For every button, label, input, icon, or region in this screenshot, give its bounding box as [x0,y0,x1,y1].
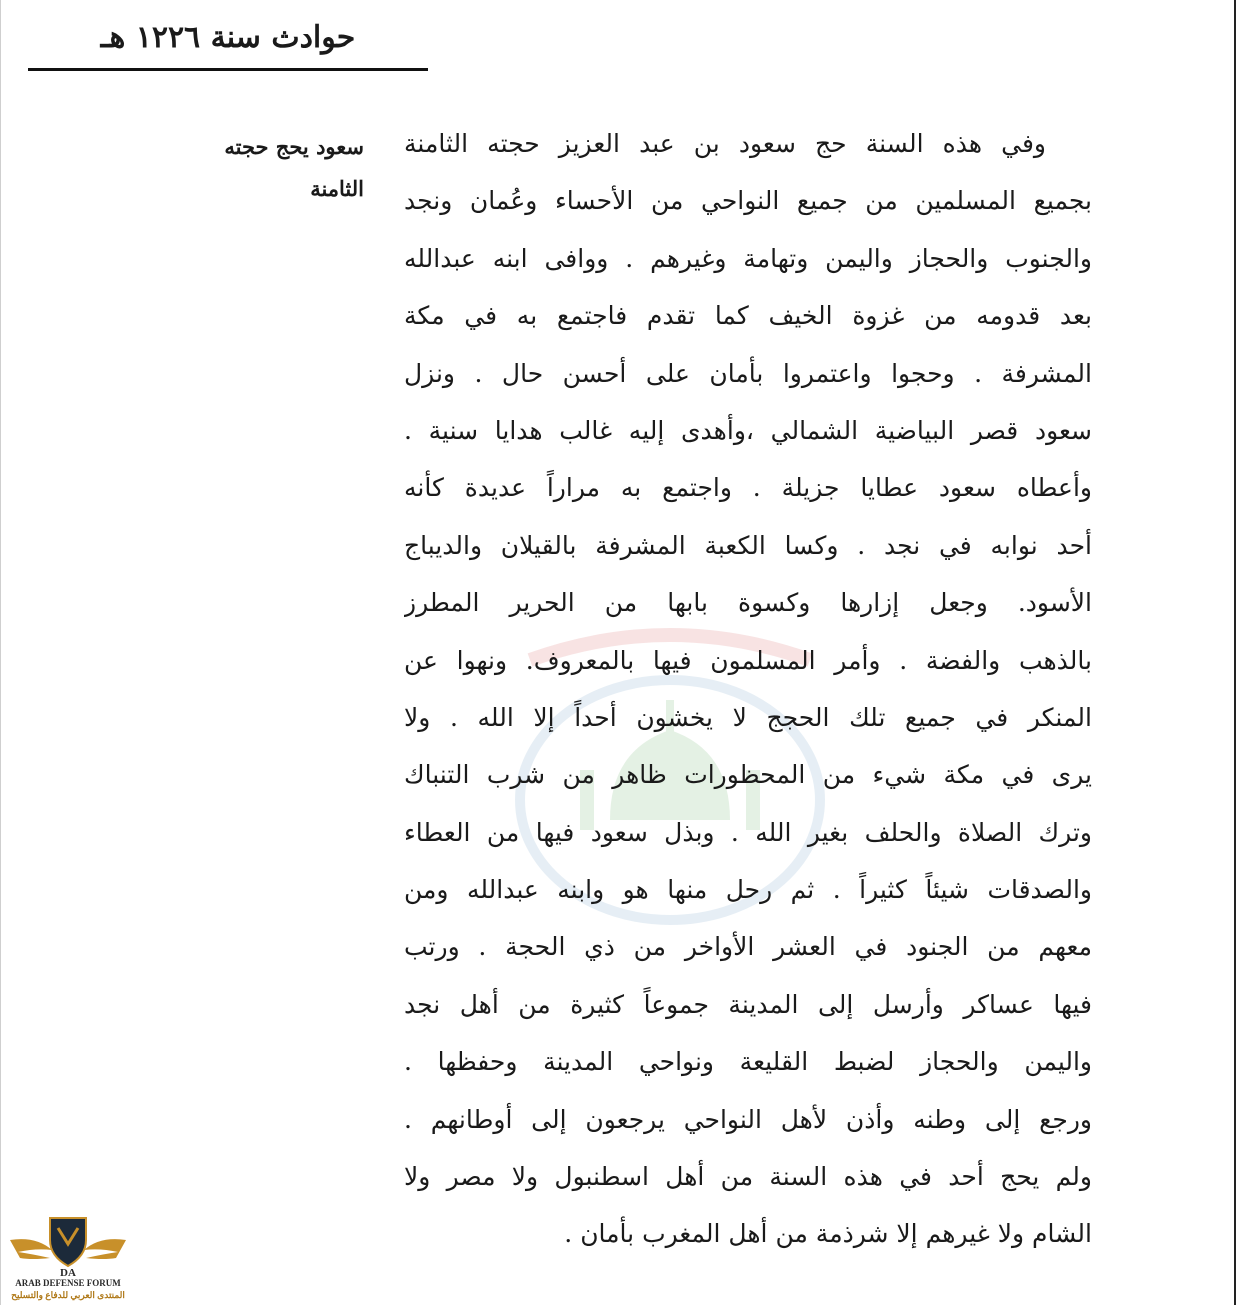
forum-logo [6,1210,130,1302]
body-line: سعود قصر البياضية الشمالي ،وأهدى إليه غالب هدايا سنية . [404,415,1092,445]
body-line: وترك الصلاة والحلف بغير الله . وبذل سعود فيها من العطاء [404,817,1092,847]
body-line: والجنوب والحجاز واليمن وتهامة وغيرهم . ووافى ابنه عبدالله [404,243,1092,273]
body-line: المشرفة . وحجوا واعتمروا بأمان على أحسن حال . ونزل [404,358,1092,388]
body-line: الشام ولا غيرهم إلا شرذمة من أهل المغرب بأمان . [564,1219,1092,1249]
margin-note-line: سعود يحج حجته [224,134,364,159]
body-line: ورجع إلى وطنه وأذن لأهل النواحي يرجعون إلى أوطانهم . [404,1104,1092,1134]
body-line: معهم من الجنود في العشر الأواخر من ذي الحجة . ورتب [404,932,1092,962]
logo-caption-english: ARAB DEFENSE FORUM [15,1278,121,1288]
body-text [404,115,1092,1263]
body-line: والصدقات شيئاً كثيراً . ثم رحل منها هو وابنه عبدالله ومن [404,875,1092,905]
body-line: وفي هذه السنة حج سعود بن عبد العزيز حجته الثامنة [404,129,1046,158]
body-line: أحد نوابه في نجد . وكسا الكعبة المشرفة بالقيلان والديباج [404,530,1092,560]
shield-wings-logo-icon [6,1210,130,1276]
body-line: بعد قدومه من غزوة الخيف كما تقدم فاجتمع به في مكة [404,301,1092,331]
body-line: ولم يحج أحد في هذه السنة من أهل اسطنبول ولا مصر ولا [404,1162,1092,1192]
body-line: بجميع المسلمين من جميع النواحي من الأحساء وعُمان ونجد [404,186,1092,216]
body-line: يرى في مكة شيء من المحظورات ظاهر من شرب التنباك [404,760,1092,790]
body-line: المنكر في جميع تلك الحجج لا يخشون أحداً إلا الله . ولا [404,702,1092,732]
body-line: الأسود. وجعل إزارها وكسوة بابها من الحرير المطرز [404,588,1092,618]
header-rule [28,68,428,71]
margin-note [170,126,364,210]
page-header-title: حوادث سنة ١٢٢٦ هـ [100,20,356,55]
logo-letters: DA [60,1267,76,1276]
body-line: بالذهب والفضة . وأمر المسلمون فيها بالمعروف. ونهوا عن [404,645,1092,675]
logo-caption-arabic: المنتدى العربي للدفاع والتسليح [11,1290,125,1300]
body-line: واليمن والحجاز لضبط القليعة ونواحي المدينة وحفظها . [404,1047,1092,1077]
body-line: وأعطاه سعود عطايا جزيلة . واجتمع به مراراً عديدة كأنه [404,473,1092,503]
margin-note-line: الثامنة [310,176,364,201]
body-line: فيها عساكر وأرسل إلى المدينة جموعاً كثيرة من أهل نجد [404,989,1092,1019]
